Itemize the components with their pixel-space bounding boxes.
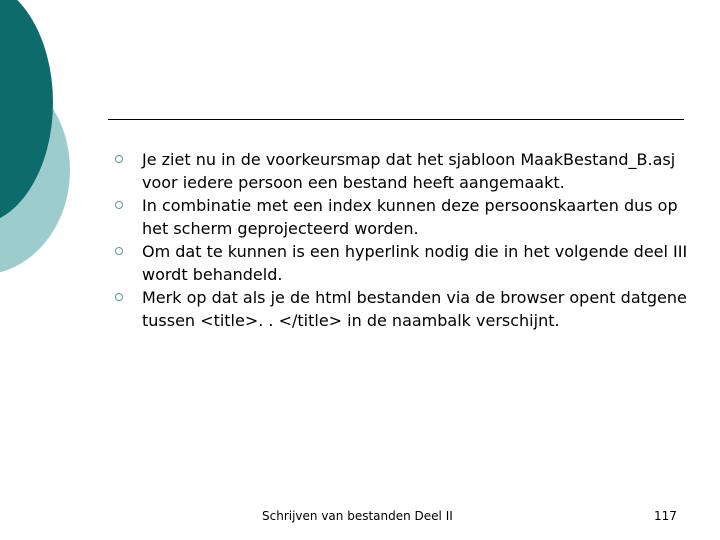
bullet-text: In combinatie met een index kunnen deze persoonskaarten dus op het scherm geprojecteerd worden.	[142, 196, 678, 238]
footer-title: Schrijven van bestanden Deel II	[262, 509, 453, 523]
bullet-item	[142, 194, 690, 240]
bullet-item	[142, 148, 690, 194]
bullet-list	[142, 148, 690, 332]
bullet-circle-icon	[115, 201, 123, 209]
bullet-text: Je ziet nu in de voorkeursmap dat het sjabloon MaakBestand_B.asj voor iedere persoon een bestand heeft aangemaakt.	[142, 150, 676, 192]
bullet-text: Merk op dat als je de html bestanden via de browser opent datgene tussen <title>. . </title> in de naambalk verschijnt.	[142, 288, 687, 330]
page-number: 117	[654, 509, 677, 523]
bullet-text: Om dat te kunnen is een hyperlink nodig die in het volgende deel III wordt behandeld.	[142, 242, 688, 284]
title-divider	[108, 119, 684, 120]
bullet-circle-icon	[115, 155, 123, 163]
bullet-circle-icon	[115, 293, 123, 301]
bullet-item	[142, 286, 690, 332]
bullet-item	[142, 240, 690, 286]
bullet-circle-icon	[115, 247, 123, 255]
